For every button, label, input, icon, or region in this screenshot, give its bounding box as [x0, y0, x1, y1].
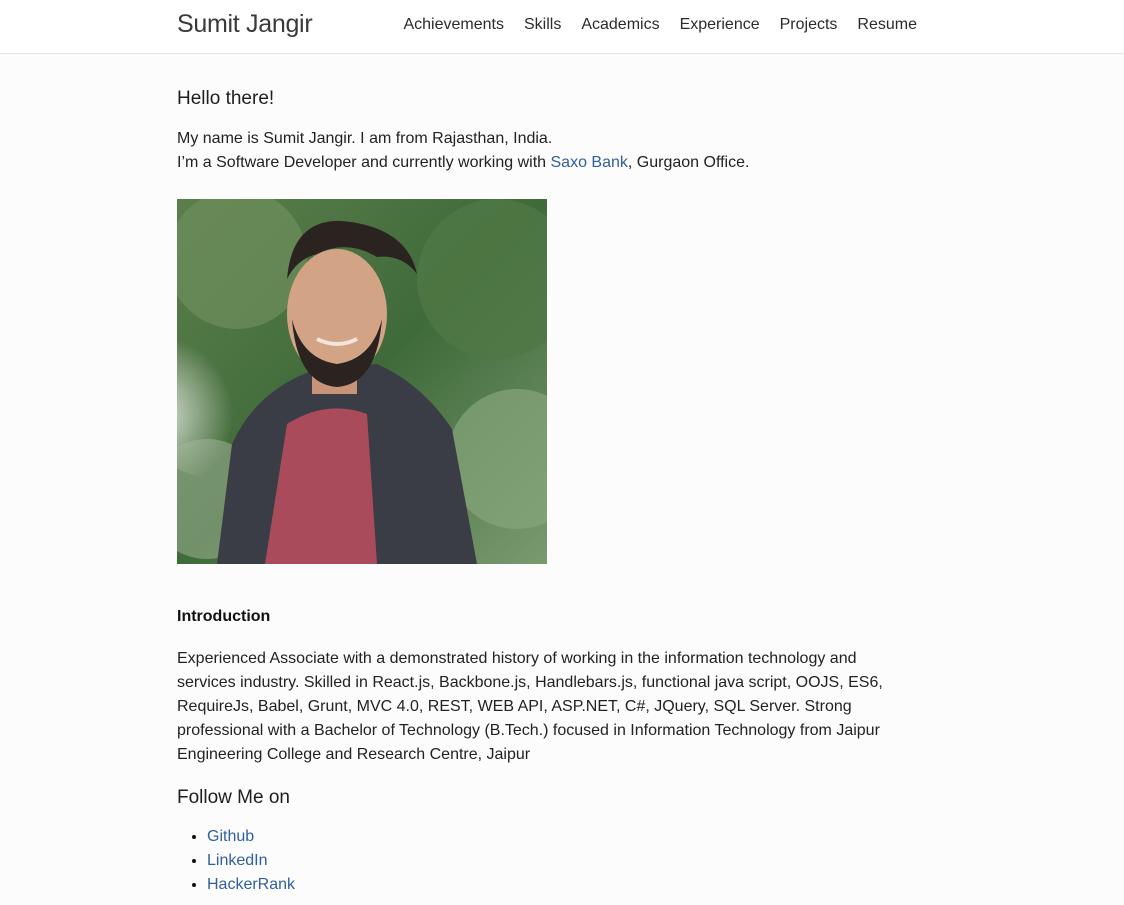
intro-line-1: My name is Sumit Jangir. I am from Rajasthan, India. [177, 130, 553, 147]
company-link[interactable]: Saxo Bank [550, 154, 628, 171]
nav-link-achievements[interactable]: Achievements [403, 16, 504, 33]
profile-photo [177, 199, 547, 564]
nav-link-projects[interactable]: Projects [779, 16, 838, 33]
intro-line-2 [177, 151, 907, 175]
linkedin-link[interactable]: LinkedIn [207, 852, 268, 869]
nav-link-skills[interactable]: Skills [523, 16, 562, 33]
brand-link[interactable]: Sumit Jangir [177, 10, 313, 38]
navbar [0, 0, 1124, 54]
bio-paragraph: Experienced Associate with a demonstrated history of working in the information technology and services industry. Skilled in React.js, Backbone.js, Handlebars.js, functional java script, OOJS, ES6, RequireJs, Babel, Grunt, MVC 4.0, REST, WEB API, ASP.NET, C#, JQuery, SQL Server. Strong professional with a Bachelor of Technology (B.Tech.) focused in Information Technology from Jaipur Engineering College and Research Centre, Jaipur [177, 650, 883, 763]
list-item [207, 873, 907, 897]
follow-heading: Follow Me on [177, 787, 290, 808]
nav-item [847, 15, 917, 35]
github-link[interactable]: Github [207, 828, 255, 845]
nav-link-academics[interactable]: Academics [581, 16, 660, 33]
nav-item [393, 15, 514, 35]
nav-link-resume[interactable]: Resume [857, 16, 917, 33]
nav-item [514, 15, 571, 35]
social-links-list [177, 825, 907, 897]
nav-item [670, 15, 770, 35]
greeting-heading: Hello there! [177, 88, 275, 109]
list-item [207, 849, 907, 873]
introduction-heading: Introduction [177, 608, 271, 625]
nav-menu [393, 15, 917, 35]
list-item [207, 825, 907, 849]
main-content [177, 86, 907, 897]
nav-item [571, 15, 669, 35]
intro-line-2-prefix: I’m a Software Developer and currently working with [177, 154, 551, 171]
nav-link-experience[interactable]: Experience [679, 16, 760, 33]
nav-item [770, 15, 848, 35]
intro-line-2-suffix: , Gurgaon Office. [627, 154, 750, 171]
hackerrank-link[interactable]: HackerRank [207, 876, 296, 893]
intro-lines [177, 127, 907, 175]
